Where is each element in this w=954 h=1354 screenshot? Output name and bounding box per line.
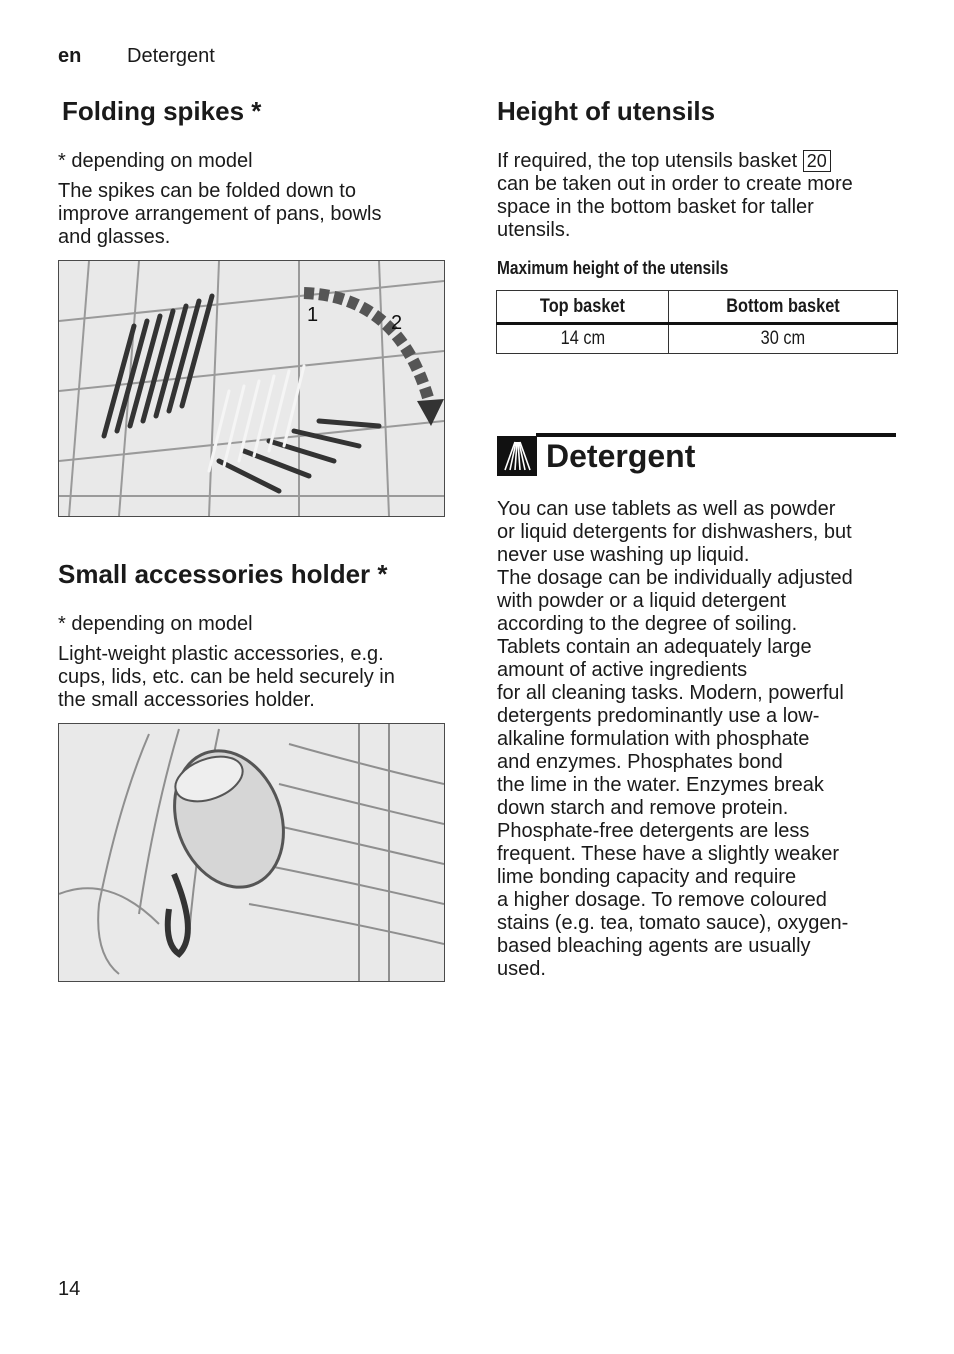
small-accessories-note: * depending on model xyxy=(58,613,253,635)
text-line: stains (e.g. tea, tomato sauce), oxygen- xyxy=(497,912,849,934)
text-line: amount of active ingredients xyxy=(497,659,748,681)
text-line: the small accessories holder. xyxy=(58,689,315,711)
folding-spikes-heading: Folding spikes * xyxy=(62,96,262,126)
table-header-label: Bottom basket xyxy=(726,295,840,317)
text-line: never use washing up liquid. xyxy=(497,544,750,566)
text-line: according to the degree of soiling. xyxy=(497,613,798,635)
text-line: Phosphate-free detergents are less xyxy=(497,820,810,842)
text-line: improve arrangement of pans, bowls xyxy=(58,203,382,225)
section-rule xyxy=(536,433,896,437)
text-line: used. xyxy=(497,958,546,980)
text-fragment: If required, the top utensils basket xyxy=(497,150,803,172)
text-line: The dosage can be individually adjusted xyxy=(497,567,853,589)
text-line: the lime in the water. Enzymes break xyxy=(497,774,824,796)
text-line xyxy=(497,150,907,173)
text-line: Light-weight plastic accessories, e.g. xyxy=(58,643,384,665)
text-line: space in the bottom basket for taller xyxy=(497,196,814,218)
text-line: can be taken out in order to create more xyxy=(497,173,853,195)
detergent-heading: Detergent xyxy=(546,438,696,474)
page-number: 14 xyxy=(58,1278,81,1300)
small-accessories-heading: Small accessories holder * xyxy=(58,559,388,589)
text-line: a higher dosage. To remove coloured xyxy=(497,889,827,911)
height-heading: Height of utensils xyxy=(497,96,716,126)
text-line: The spikes can be folded down to xyxy=(58,180,356,202)
height-text xyxy=(497,150,907,242)
text-line: detergents predominantly use a low- xyxy=(497,705,820,727)
text-line: down starch and remove protein. xyxy=(497,797,789,819)
table-header xyxy=(497,291,669,324)
text-line: frequent. These have a slightly weaker xyxy=(497,843,840,865)
height-subheading: Maximum height of the utensils xyxy=(497,258,729,278)
reference-number: 20 xyxy=(803,150,831,172)
folding-spikes-note: * depending on model xyxy=(58,150,253,172)
small-accessories-text xyxy=(58,643,395,712)
height-table xyxy=(496,290,898,354)
text-line: lime bonding capacity and require xyxy=(497,866,797,888)
table-header-row xyxy=(497,291,898,324)
text-line: based bleaching agents are usually xyxy=(497,935,811,957)
table-cell-value: 30 cm xyxy=(760,328,806,349)
text-line: and enzymes. Phosphates bond xyxy=(497,751,783,773)
spray-icon xyxy=(497,436,537,476)
table-row xyxy=(497,324,898,354)
folding-spikes-text xyxy=(58,180,382,249)
table-header-label: Top basket xyxy=(539,295,626,317)
text-line: and glasses. xyxy=(58,226,171,248)
table-cell xyxy=(497,324,669,354)
text-line: cups, lids, etc. can be held securely in xyxy=(58,666,395,688)
folding-spikes-illustration xyxy=(58,260,445,517)
text-line: with powder or a liquid detergent xyxy=(497,590,787,612)
text-line: alkaline formulation with phosphate xyxy=(497,728,810,750)
table-cell xyxy=(669,324,898,354)
text-line: or liquid detergents for dishwashers, but xyxy=(497,521,852,543)
text-line: Tablets contain an adequately large xyxy=(497,636,812,658)
header-language: en xyxy=(58,45,82,67)
text-line: You can use tablets as well as powder xyxy=(497,498,836,520)
text-line: for all cleaning tasks. Modern, powerful xyxy=(497,682,844,704)
table-header xyxy=(669,291,898,324)
detergent-text xyxy=(497,498,917,981)
table-cell-value: 14 cm xyxy=(560,328,605,349)
figure-label-2: 2 xyxy=(391,312,403,334)
header-section: Detergent xyxy=(127,45,215,67)
figure-label-1: 1 xyxy=(307,304,319,326)
text-line: utensils. xyxy=(497,219,571,241)
small-accessories-illustration xyxy=(58,723,445,982)
